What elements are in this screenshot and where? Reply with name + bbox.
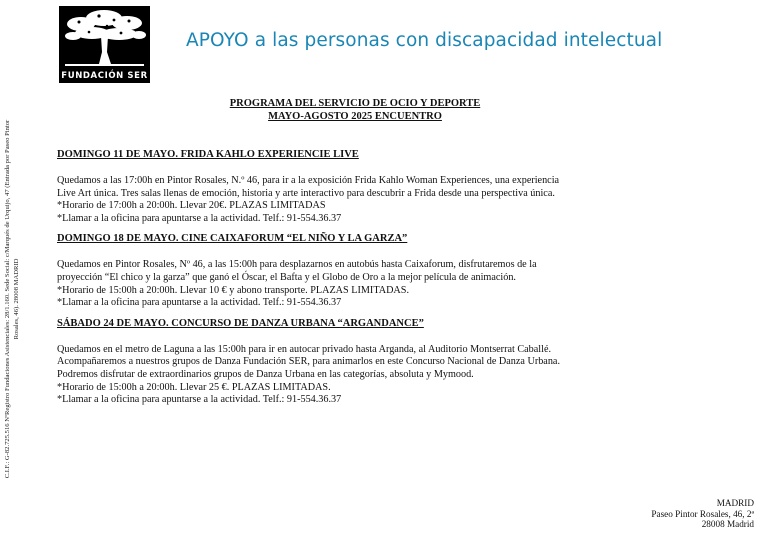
activity-heading: DOMINGO 18 DE MAYO. CINE CAIXAFORUM “EL NIÑO Y LA GARZA” (57, 233, 408, 245)
side-registration-note (3, 104, 23, 494)
activity-section (57, 148, 697, 225)
activity-heading: SÁBADO 24 DE MAYO. CONCURSO DE DANZA URBANA “ARGANDANCE” (57, 317, 424, 329)
program-title-line-2: MAYO-AGOSTO 2025 ENCUENTRO (268, 111, 442, 122)
activity-line: *Horario de 15:00h a 20:00h. Llevar 25 €. PLAZAS LIMITADAS. (57, 381, 331, 393)
address-block (651, 498, 754, 530)
activity-line: Quedamos en Pintor Rosales, Nº 46, a las 15:00h para desplazarnos en autobús hasta Caixaforum, disfrutaremos de la (57, 259, 537, 271)
activity-line: proyección “El chico y la garza” que ganó el Óscar, el Bafta y el Globo de Oro a la mejor película de animación. (57, 271, 516, 283)
address-postal: 28008 Madrid (701, 519, 754, 530)
activity-line: Podremos disfrutar de extraordinarios grupos de Danza Urbana en las categorías, absoluta y Mymood. (57, 368, 474, 380)
activity-line: Quedamos a las 17:00h en Pintor Rosales, N.º 46, para ir a la exposición Frida Kahlo Woman Experiences, una experiencia (57, 175, 560, 186)
side-note-line-2: Rosales, 46). 28008 MADRID (13, 258, 20, 340)
side-note-line-1: C.I.F.: G-82.725.516 NºRegistro Fundaciones Asistenciales: 28/1.160. Sede Social: c/Marqués de Urquijo, 47 (Entrada por Paseo Pintor (4, 119, 11, 479)
activity-line: Quedamos en el metro de Laguna a las 15:00h para ir en autocar privado hasta Arganda, al Auditorio Montserrat Caballé. (57, 343, 552, 355)
logo-name: FUNDACIÓN SER (61, 71, 148, 81)
activity-line: *Horario de 17:00h a 20:00h. Llevar 20€. PLAZAS LIMITADAS (57, 200, 326, 212)
activity-section (57, 317, 697, 407)
activity-line: Acompañaremos a nuestros grupos de Danza Fundación SER, para animarlos en este Concurso Nacional de Danza Urbana. (57, 356, 560, 368)
activity-line: *Llamar a la oficina para apuntarse a la actividad. Telf.: 91-554.36.37 (57, 394, 342, 406)
address-street: Paseo Pintor Rosales, 46, 2ª (651, 508, 754, 519)
tree-icon (59, 6, 150, 72)
slogan: APOYO a las personas con discapacidad intelectual (186, 30, 663, 51)
program-content (57, 148, 697, 414)
activity-heading: DOMINGO 11 DE MAYO. FRIDA KAHLO EXPERIENCIE LIVE (57, 149, 359, 160)
activity-line: *Llamar a la oficina para apuntarse a la actividad. Telf.: 91-554.36.37 (57, 297, 342, 309)
activity-line: *Llamar a la oficina para apuntarse a la actividad. Telf.: 91-554.36.37 (57, 212, 342, 224)
program-title-line-1: PROGRAMA DEL SERVICIO DE OCIO Y DEPORTE (229, 98, 481, 109)
fundacion-ser-logo (59, 6, 150, 83)
activity-line: *Horario de 15:00h a 20:00h. Llevar 10 € y abono transporte. PLAZAS LIMITADAS. (57, 284, 410, 296)
activity-section (57, 232, 697, 309)
activity-line: Live Art única. Tres salas llenas de emoción, historia y arte interactivo para descubrir a Frida desde una perspectiva única. (57, 187, 555, 199)
program-title (0, 97, 710, 123)
address-city: MADRID (716, 498, 754, 508)
